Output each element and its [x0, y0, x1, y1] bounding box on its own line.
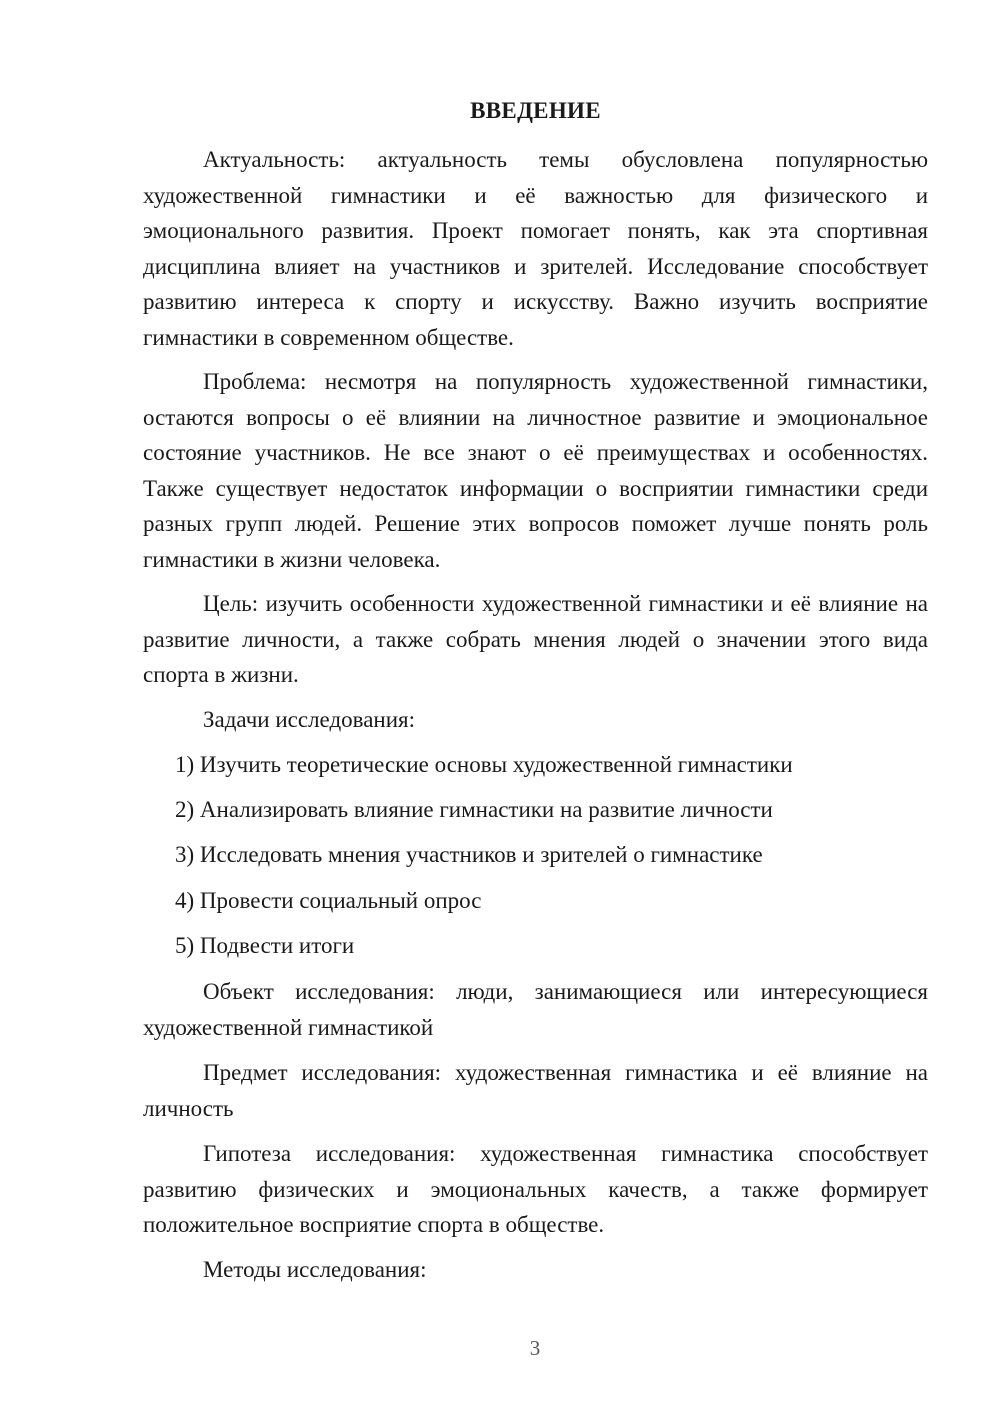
relevance-paragraph: Актуальность: актуальность темы обусловлена популярностью художественной гимнастики и её важностью для физического и эмоционального развития. Проект помогает понять, как эта спортивная дисциплина влияет на участников и зрителей. Исследование способствует развитию интереса к спорту и искусству. Важно изучить восприятие гимнастики в современном обществе.	[143, 147, 928, 350]
task-item-3: 3) Исследовать мнения участников и зрителей о гимнастике	[175, 842, 763, 867]
task-item-4: 4) Провести социальный опрос	[175, 888, 482, 913]
section-title: ВВЕДЕНИЕ	[470, 98, 601, 123]
subject-paragraph: Предмет исследования: художественная гимнастика и её влияние на личность	[143, 1060, 928, 1121]
object-paragraph: Объект исследования: люди, занимающиеся или интересующиеся художественной гимнастикой	[143, 979, 928, 1040]
tasks-heading: Задачи исследования:	[203, 707, 416, 732]
task-item-5: 5) Подвести итоги	[175, 933, 355, 958]
methods-heading: Методы исследования:	[203, 1257, 427, 1282]
page-number: 3	[529, 1336, 541, 1360]
task-item-2: 2) Анализировать влияние гимнастики на развитие личности	[175, 797, 773, 822]
problem-paragraph: Проблема: несмотря на популярность художественной гимнастики, остаются вопросы о её влиянии на личностное развитие и эмоциональное состояние участников. Не все знают о её преимуществах и особенностях. Также существует недостаток информации о восприятии гимнастики среди разных групп людей. Решение этих вопросов поможет лучше понять роль гимнастики в жизни человека.	[143, 369, 928, 572]
hypothesis-paragraph: Гипотеза исследования: художественная гимнастика способствует развитию физических и эмоциональных качеств, а также формирует положительное восприятие спорта в обществе.	[143, 1141, 928, 1237]
task-item-1: 1) Изучить теоретические основы художественной гимнастики	[175, 752, 793, 777]
goal-paragraph: Цель: изучить особенности художественной гимнастики и её влияние на развитие личности, а также собрать мнения людей о значении этого вида спорта в жизни.	[143, 591, 928, 687]
